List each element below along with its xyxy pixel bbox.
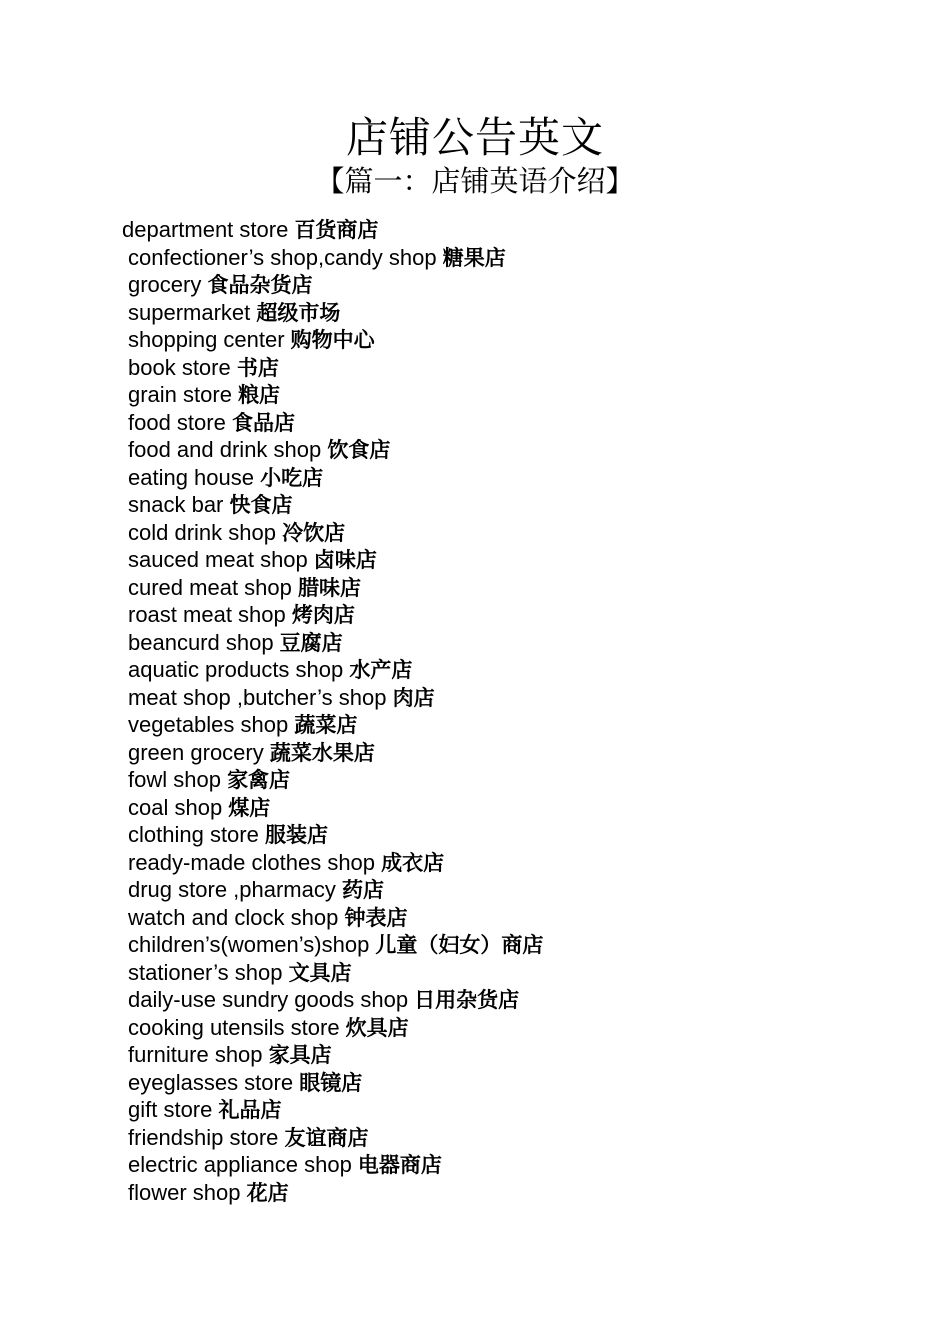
list-item <box>122 1096 543 1124</box>
english-term: cold drink shop <box>128 519 283 545</box>
english-term: drug store ,pharmacy <box>128 877 342 902</box>
english-term: meat shop ,butcher’s shop <box>128 684 393 710</box>
list-item <box>122 216 543 244</box>
list-item <box>122 1069 543 1097</box>
page-title: 店铺公告英文 <box>345 113 604 162</box>
english-term: vegetables shop <box>128 712 295 737</box>
list-item <box>122 711 543 739</box>
list-item <box>122 876 543 904</box>
chinese-term: 烤肉店 <box>291 603 355 627</box>
list-item <box>122 326 543 354</box>
chinese-term: 卤味店 <box>313 548 377 572</box>
chinese-term: 肉店 <box>392 685 435 710</box>
english-term: flower shop <box>128 1179 247 1205</box>
english-term: ready-made clothes shop <box>128 849 382 875</box>
list-item <box>122 244 543 272</box>
chinese-term: 钟表店 <box>344 905 408 930</box>
chinese-term: 日用杂货店 <box>414 988 520 1012</box>
chinese-term: 文具店 <box>288 960 352 985</box>
english-term: gift store <box>128 1097 219 1122</box>
chinese-term: 煤店 <box>228 795 271 820</box>
english-term: green grocery <box>128 739 270 765</box>
english-term: shopping center <box>128 327 291 352</box>
list-item <box>122 381 543 409</box>
english-term: furniture shop <box>128 1042 269 1067</box>
chinese-term: 百货商店 <box>294 218 379 242</box>
chinese-term: 豆腐店 <box>279 630 343 655</box>
vocabulary-list <box>122 216 543 1206</box>
list-item <box>122 354 543 382</box>
english-term: supermarket <box>128 299 257 325</box>
english-term: confectioner’s shop,candy shop <box>128 244 443 270</box>
list-item <box>122 491 543 519</box>
list-item <box>122 1124 543 1152</box>
chinese-term: 炊具店 <box>345 1015 409 1040</box>
english-term: food store <box>128 409 232 435</box>
chinese-term: 蔬菜店 <box>294 713 358 737</box>
english-term: sauced meat shop <box>128 547 314 572</box>
chinese-term: 书店 <box>236 355 279 380</box>
chinese-term: 儿童（妇女）商店 <box>375 933 544 957</box>
list-item <box>122 464 543 492</box>
english-term: watch and clock shop <box>128 904 345 930</box>
chinese-term: 超级市场 <box>256 300 341 325</box>
english-term: fowl shop <box>128 767 228 792</box>
list-item <box>122 1014 543 1042</box>
english-term: stationer’s shop <box>128 959 289 985</box>
section-heading: 【篇一：店铺英语介绍】 <box>315 164 635 198</box>
chinese-term: 腊味店 <box>297 575 361 600</box>
chinese-term: 家禽店 <box>227 768 291 792</box>
chinese-term: 花店 <box>246 1180 289 1205</box>
english-term: eating house <box>128 464 261 490</box>
list-item <box>122 684 543 712</box>
chinese-term: 食品店 <box>231 410 295 435</box>
list-item <box>122 271 543 299</box>
chinese-term: 电器商店 <box>357 1153 442 1177</box>
list-item <box>122 959 543 987</box>
chinese-term: 水产店 <box>349 658 413 682</box>
chinese-term: 服装店 <box>264 823 328 847</box>
chinese-term: 小吃店 <box>260 465 324 490</box>
chinese-term: 家具店 <box>268 1043 332 1067</box>
english-term: snack bar <box>128 492 230 517</box>
list-item <box>122 656 543 684</box>
list-item <box>122 1179 543 1207</box>
english-term: grain store <box>128 382 239 407</box>
list-item <box>122 739 543 767</box>
list-item <box>122 436 543 464</box>
english-term: roast meat shop <box>128 602 292 627</box>
english-term: cooking utensils store <box>128 1014 346 1040</box>
chinese-term: 礼品店 <box>218 1098 282 1122</box>
chinese-term: 粮店 <box>238 383 281 407</box>
list-item <box>122 519 543 547</box>
english-term: food and drink shop <box>128 437 328 462</box>
chinese-term: 成衣店 <box>381 850 445 875</box>
list-item <box>122 766 543 794</box>
english-term: book store <box>128 354 237 380</box>
chinese-term: 友谊商店 <box>284 1125 369 1150</box>
english-term: daily-use sundry goods shop <box>128 987 415 1012</box>
english-term: cured meat shop <box>128 574 298 600</box>
chinese-term: 食品杂货店 <box>207 273 313 297</box>
chinese-term: 饮食店 <box>327 438 391 462</box>
list-item <box>122 904 543 932</box>
chinese-term: 快食店 <box>229 493 293 517</box>
english-term: aquatic products shop <box>128 657 350 682</box>
chinese-term: 眼镜店 <box>299 1070 363 1095</box>
list-item <box>122 1041 543 1069</box>
list-item <box>122 931 543 959</box>
english-term: children’s(women’s)shop <box>128 932 376 957</box>
list-item <box>122 546 543 574</box>
list-item <box>122 794 543 822</box>
list-item <box>122 574 543 602</box>
list-item <box>122 986 543 1014</box>
chinese-term: 蔬菜水果店 <box>269 740 375 765</box>
list-item <box>122 299 543 327</box>
list-item <box>122 629 543 657</box>
english-term: coal shop <box>128 794 229 820</box>
list-item <box>122 849 543 877</box>
english-term: eyeglasses store <box>128 1069 300 1095</box>
english-term: beancurd shop <box>128 629 280 655</box>
chinese-term: 冷饮店 <box>282 520 346 545</box>
english-term: department store <box>122 217 295 242</box>
chinese-term: 购物中心 <box>290 328 375 352</box>
english-term: electric appliance shop <box>128 1152 358 1177</box>
english-term: friendship store <box>128 1124 285 1150</box>
list-item <box>122 1151 543 1179</box>
list-item <box>122 409 543 437</box>
list-item <box>122 821 543 849</box>
english-term: clothing store <box>128 822 265 847</box>
list-item <box>122 601 543 629</box>
chinese-term: 糖果店 <box>442 245 506 270</box>
chinese-term: 药店 <box>341 878 384 902</box>
english-term: grocery <box>128 272 208 297</box>
